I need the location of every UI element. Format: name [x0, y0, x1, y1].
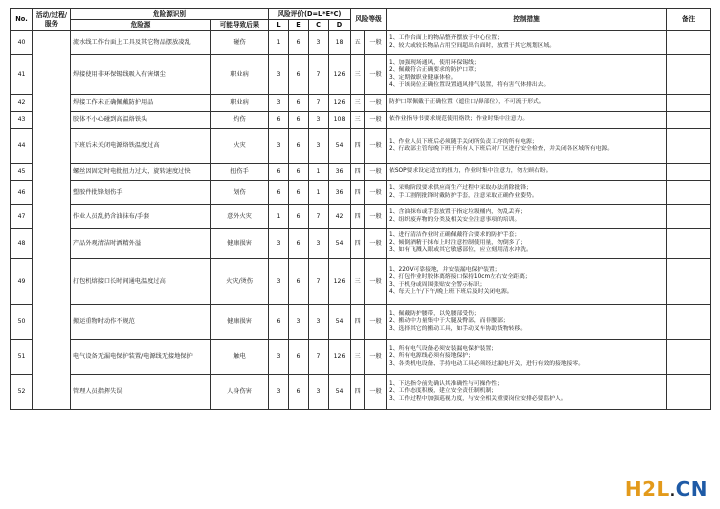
col-header-remark: 备注: [667, 9, 711, 31]
risk-assessment-table-wrap: [10, 8, 710, 410]
row-C: 3: [309, 129, 329, 164]
row-no: 48: [11, 229, 33, 259]
row-hazard: 电气设备无漏电保护装置/电源线无接地保护: [71, 340, 211, 375]
col-header-C: C: [309, 20, 329, 31]
row-D: 54: [329, 129, 351, 164]
row-remark: [667, 31, 711, 55]
row-remark: [667, 181, 711, 205]
row-control-measures: [387, 340, 667, 375]
row-D: 126: [329, 55, 351, 95]
row-grade: 三: [351, 55, 365, 95]
control-measure-line: 1、含油抹布或手套放置于指定垃圾桶内，勿乱丢弃；: [389, 209, 527, 216]
control-measure-line: 3、工作过程中加强巡视力度，与安全相关重要岗位安排必要监护人。: [389, 395, 567, 402]
row-C: 3: [309, 305, 329, 340]
row-level: 一般: [365, 205, 387, 229]
control-measure-line: 2、所有电源线必须有接地保护；: [389, 353, 474, 360]
row-grade: 四: [351, 181, 365, 205]
row-remark: [667, 305, 711, 340]
row-E: 6: [289, 95, 309, 112]
control-measure-line: 2、行政部主管每晚下班于所有人下班后对厂区进行安全检查，并关闭各区域所有电源。: [389, 146, 614, 152]
row-C: 3: [309, 112, 329, 129]
site-watermark: [625, 477, 708, 501]
row-remark: [667, 229, 711, 259]
row-remark: [667, 205, 711, 229]
row-hazard: 焊接使用非环保锡线吸入有害烟尘: [71, 55, 211, 95]
control-measure-line: 3、各类机电设备、手持电动工具必须经过漏电开关，进行有效的接地接零。: [389, 360, 585, 367]
row-control-measures: [387, 55, 667, 95]
row-L: 3: [269, 375, 289, 410]
row-C: 3: [309, 31, 329, 55]
row-hazard: 下班后未关闭电源烙铁温度过高: [71, 129, 211, 164]
row-consequence: 划伤: [211, 181, 269, 205]
table-row: [11, 55, 711, 95]
row-D: 126: [329, 259, 351, 305]
row-C: 1: [309, 181, 329, 205]
row-level: 一般: [365, 229, 387, 259]
row-hazard: 胶体不小心碰到高温烙铁头: [71, 112, 211, 129]
row-E: 6: [289, 55, 309, 95]
control-measure-line: 2、较大或较长物品占用空间超出台面时，放置于其它规划区域。: [389, 42, 556, 49]
row-L: 3: [269, 259, 289, 305]
control-measure-line: 2、倾倒酒精于抹布上时注意控制使用量，勿倒多了；: [389, 239, 527, 246]
row-no: 41: [11, 55, 33, 95]
row-consequence: 扭伤手: [211, 164, 269, 181]
table-row: [11, 181, 711, 205]
row-hazard: 打包机熔接口长时间通电温度过高: [71, 259, 211, 305]
control-measure-line: 4、每天上午/下午/晚上班下班后及时关闭电源。: [389, 288, 513, 295]
row-consequence: 人身伤害: [211, 375, 269, 410]
row-no: 50: [11, 305, 33, 340]
row-no: 40: [11, 31, 33, 55]
row-L: 3: [269, 340, 289, 375]
control-measure-line: 2、组织废弃物的分类及相关安全注意事项的培训。: [389, 216, 521, 223]
row-consequence: 火灾: [211, 129, 269, 164]
row-D: 126: [329, 95, 351, 112]
table-row: [11, 112, 711, 129]
col-header-control: 控制措施: [387, 9, 667, 31]
row-remark: [667, 55, 711, 95]
row-level: 一般: [365, 55, 387, 95]
table-row: [11, 205, 711, 229]
row-grade: 四: [351, 229, 365, 259]
row-L: 6: [269, 305, 289, 340]
row-C: 3: [309, 375, 329, 410]
row-C: 7: [309, 340, 329, 375]
row-grade: 四: [351, 375, 365, 410]
col-header-no: No.: [11, 9, 33, 31]
row-hazard: 塑胶件批锋划伤手: [71, 181, 211, 205]
row-E: 3: [289, 305, 309, 340]
row-level: 一般: [365, 259, 387, 305]
row-E: 6: [289, 31, 309, 55]
row-consequence: 职业病: [211, 55, 269, 95]
row-D: 108: [329, 112, 351, 129]
table-row: [11, 259, 711, 305]
row-consequence: 灼伤: [211, 112, 269, 129]
row-remark: [667, 129, 711, 164]
row-remark: [667, 340, 711, 375]
row-control-measures: [387, 375, 667, 410]
header-row-1: [11, 9, 711, 20]
control-measure-line: 1、进行清洁作业时正确佩戴符合要求的防护手套；: [389, 232, 521, 239]
row-control-measures: [387, 112, 667, 129]
row-L: 3: [269, 95, 289, 112]
watermark-part-1: H2L: [624, 477, 670, 501]
row-E: 6: [289, 340, 309, 375]
row-consequence: 火灾/烫伤: [211, 259, 269, 305]
watermark-part-2: .: [669, 484, 676, 500]
row-level: 一般: [365, 31, 387, 55]
row-control-measures: [387, 259, 667, 305]
row-level: 一般: [365, 181, 387, 205]
row-hazard: 产品外观清洁时洒精外溢: [71, 229, 211, 259]
control-measure-line: 3、选择其它的搬动工具，如手动叉车协助货物转移。: [389, 325, 527, 332]
row-consequence: 职业病: [211, 95, 269, 112]
row-no: 45: [11, 164, 33, 181]
row-activity: [33, 31, 71, 410]
row-E: 6: [289, 164, 309, 181]
control-measure-line: 1、采购阶段要求供应商生产过程中采取办法消除批锋；: [389, 185, 532, 192]
col-header-risk-group: 风险评价(D=L*E*C): [269, 9, 351, 20]
table-row: [11, 129, 711, 164]
col-header-E: E: [289, 20, 309, 31]
row-remark: [667, 164, 711, 181]
row-no: 52: [11, 375, 33, 410]
row-level: 一般: [365, 129, 387, 164]
row-E: 6: [289, 112, 309, 129]
row-D: 36: [329, 164, 351, 181]
row-control-measures: [387, 129, 667, 164]
row-control-measures: [387, 229, 667, 259]
row-consequence: 意外火灾: [211, 205, 269, 229]
row-consequence: 碰伤: [211, 31, 269, 55]
row-no: 51: [11, 340, 33, 375]
row-D: 36: [329, 181, 351, 205]
col-header-activity: 活动/过程/服务: [33, 9, 71, 31]
row-L: 6: [269, 164, 289, 181]
row-control-measures: [387, 205, 667, 229]
row-D: 18: [329, 31, 351, 55]
row-hazard: 搬运重物时动作不规范: [71, 305, 211, 340]
row-E: 6: [289, 205, 309, 229]
row-L: 1: [269, 31, 289, 55]
row-level: 一般: [365, 95, 387, 112]
col-header-hazard-group: 危险源识别: [71, 9, 269, 20]
col-header-L: L: [269, 20, 289, 31]
control-measure-line: 2、工作态度积极，建立安全责任制机制；: [389, 388, 498, 395]
row-control-measures: [387, 95, 667, 112]
row-grade: 三: [351, 112, 365, 129]
row-E: 6: [289, 129, 309, 164]
row-no: 49: [11, 259, 33, 305]
row-control-measures: [387, 164, 667, 181]
row-C: 7: [309, 205, 329, 229]
row-C: 7: [309, 95, 329, 112]
control-measure-line: 1、佩戴防护腰带，以免腰部受伤；: [389, 310, 480, 317]
row-remark: [667, 259, 711, 305]
row-level: 一般: [365, 164, 387, 181]
row-control-measures: [387, 305, 667, 340]
table-body: [11, 31, 711, 410]
row-level: 一般: [365, 112, 387, 129]
row-C: 3: [309, 229, 329, 259]
row-D: 42: [329, 205, 351, 229]
row-no: 47: [11, 205, 33, 229]
control-measure-line: 防护口罩佩戴于正确位置（遮住口/鼻部位），不可流于形式。: [389, 99, 545, 106]
row-no: 46: [11, 181, 33, 205]
control-measure-line: 1、工作台面上的物品整齐摆放于中心位置；: [389, 35, 503, 42]
control-measure-line: 1、作业人员下班后必须随手关闭所负责工序的所有电源；: [389, 138, 538, 145]
row-grade: 三: [351, 259, 365, 305]
row-level: 一般: [365, 340, 387, 375]
row-L: 6: [269, 181, 289, 205]
row-control-measures: [387, 181, 667, 205]
table-row: [11, 31, 711, 55]
row-remark: [667, 95, 711, 112]
row-grade: 四: [351, 205, 365, 229]
control-measure-line: 3、定期做职业健康体检。: [389, 74, 457, 81]
row-consequence: 健康损害: [211, 229, 269, 259]
col-header-level: 风险等级: [351, 9, 387, 31]
row-hazard: 作业人员乱扔含油抹布/手套: [71, 205, 211, 229]
row-hazard: 螺丝因固定时电批扭力过大，旋转速度过快: [71, 164, 211, 181]
row-E: 6: [289, 375, 309, 410]
row-hazard: 流水线工作台面上工具及其它物品摆放凌乱: [71, 31, 211, 55]
row-level: 一般: [365, 305, 387, 340]
row-grade: 四: [351, 164, 365, 181]
row-hazard: 管理人员指挥失误: [71, 375, 211, 410]
row-grade: 五: [351, 31, 365, 55]
row-L: 3: [269, 129, 289, 164]
row-L: 3: [269, 55, 289, 95]
row-D: 54: [329, 375, 351, 410]
control-measure-line: 2、搬动中力量集中于大腿及臀部，而非腰部；: [389, 318, 509, 325]
row-grade: 三: [351, 95, 365, 112]
row-L: 3: [269, 229, 289, 259]
control-measure-line: 2、佩戴符合正确要求的防护口罩；: [389, 67, 480, 74]
row-D: 54: [329, 229, 351, 259]
col-header-D: D: [329, 20, 351, 31]
row-L: 6: [269, 112, 289, 129]
row-remark: [667, 112, 711, 129]
row-hazard: 焊接工作未正确佩戴防护用品: [71, 95, 211, 112]
table-row: [11, 229, 711, 259]
row-D: 54: [329, 305, 351, 340]
control-measure-line: 1、加强现场通风，使用环保锡线；: [389, 59, 480, 66]
row-E: 6: [289, 259, 309, 305]
control-measure-line: 2、手工割削批锋时戴防护手套，注意采取正确作业姿势。: [389, 192, 538, 199]
row-remark: [667, 375, 711, 410]
control-measure-line: 依作业指导书要求规范使用烙铁；作业时集中注意力。: [389, 116, 529, 123]
row-E: 6: [289, 181, 309, 205]
row-consequence: 健康损害: [211, 305, 269, 340]
row-C: 7: [309, 259, 329, 305]
table-row: [11, 375, 711, 410]
row-L: 1: [269, 205, 289, 229]
row-level: 一般: [365, 375, 387, 410]
control-measure-line: 依SOP要求设定适宜的扭力，作业时集中注意力，勿左顾右盼。: [389, 168, 552, 175]
row-no: 42: [11, 95, 33, 112]
row-no: 43: [11, 112, 33, 129]
row-grade: 四: [351, 129, 365, 164]
row-grade: 四: [351, 305, 365, 340]
table-row: [11, 340, 711, 375]
row-consequence: 触电: [211, 340, 269, 375]
control-measure-line: 1、所有电气设备必须安装漏电保护装置；: [389, 345, 498, 352]
row-no: 44: [11, 129, 33, 164]
control-measure-line: 3、如有飞溅入眼或其它敏感部位，应立刻用清水冲洗。: [389, 247, 532, 254]
control-measure-line: 2、打包作业时胶体离熔接口保持10cm左右安全距离；: [389, 274, 531, 281]
row-C: 7: [309, 55, 329, 95]
risk-assessment-table: [10, 8, 711, 410]
row-grade: 三: [351, 340, 365, 375]
control-measure-line: 4、于该岗位正确位置设置通风排气装置，将有害气体排出去。: [389, 81, 550, 88]
row-control-measures: [387, 31, 667, 55]
row-E: 6: [289, 229, 309, 259]
row-D: 126: [329, 340, 351, 375]
table-row: [11, 95, 711, 112]
watermark-part-3: CN: [675, 477, 708, 501]
col-header-hazard: 危险源: [71, 20, 211, 31]
control-measure-line: 1、下达指令前先确认其准确性与可操作性；: [389, 380, 503, 387]
row-C: 1: [309, 164, 329, 181]
table-row: [11, 164, 711, 181]
col-header-consequence: 可能导致后果: [211, 20, 269, 31]
control-measure-line: 3、于机身或周围张贴安全警示标识；: [389, 281, 486, 288]
control-measure-line: 1、220V可靠接地，并安装漏电保护装置；: [389, 266, 501, 273]
table-row: [11, 305, 711, 340]
